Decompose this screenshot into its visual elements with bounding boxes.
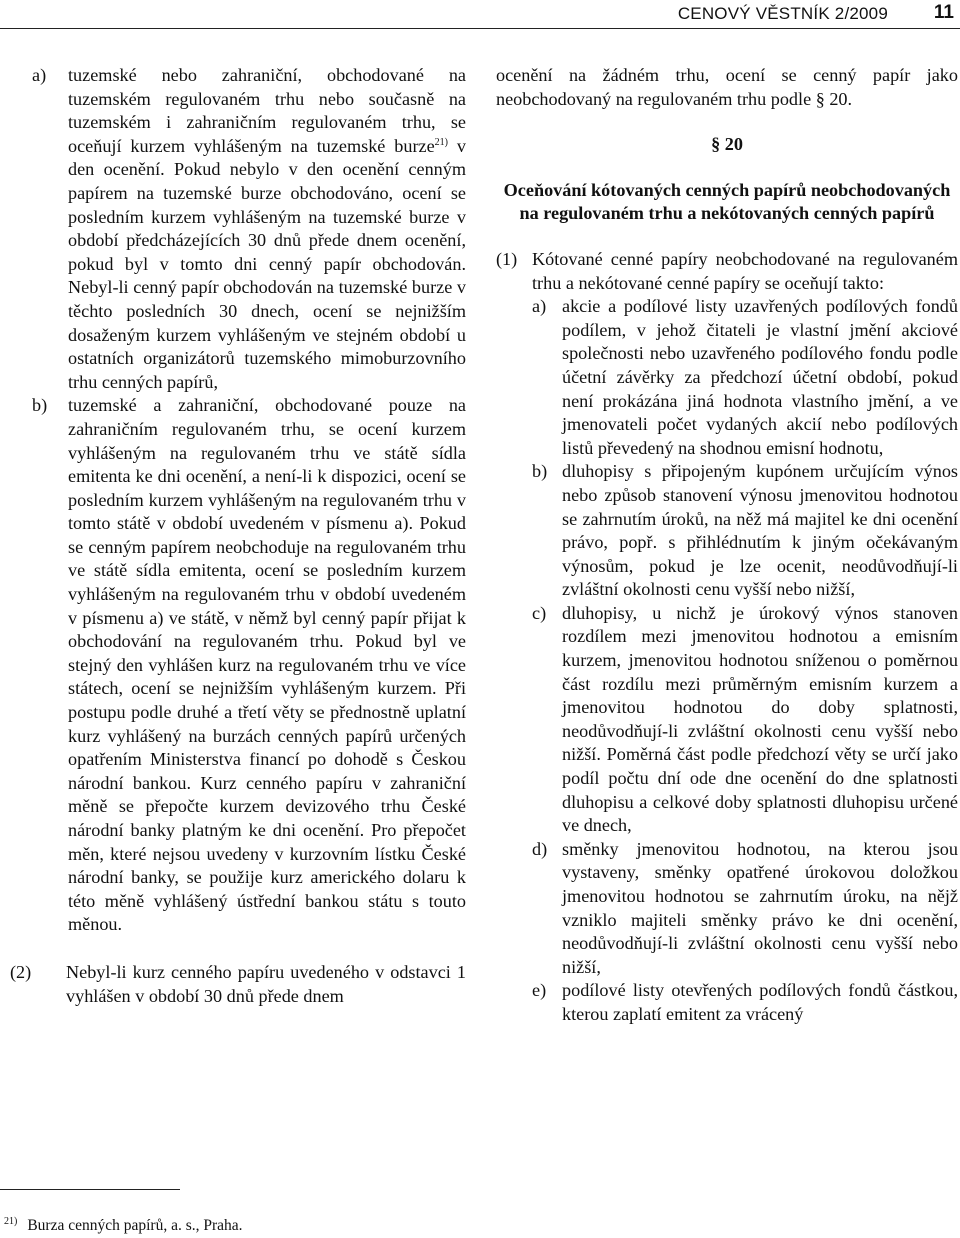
section-title: Oceňování kótovaných cenných papírů neobchodovaných na regulovaném trhu a nekótovaných cenných papírů: [503, 179, 951, 224]
footnote-reference: 21): [434, 136, 449, 148]
list-item-a: [532, 295, 958, 460]
journal-title: CENOVÝ VĚSTNÍK 2/2009: [677, 4, 888, 23]
paragraph-label: (1): [496, 248, 518, 269]
list-item-b: [10, 394, 466, 937]
right-column: [496, 64, 958, 1027]
list-item-label: e): [532, 980, 547, 1001]
list-item-label: d): [532, 838, 548, 859]
footnote-mark: 21): [4, 1216, 18, 1227]
list-item-text: dluhopisy, u nichž je úrokový výnos stanoven rozdílem mezi jmenovitou hodnotou a emisním kurzem, jmenovitou hodnotou sníženou o poměrnou část rozdílu mezi průměrným emisním kurzem a jmenovitou hodnotou do doby splatnosti, neodůvodňují-li zvláštní okolnosti cenu vyšší nebo nižší. Poměrná část podle předchozí věty se určí jako podíl počtu dní ode dne ocenění do dne splatnosti dluhopisu a celkové doby splatnosti dluhopisu určené ve dnech,: [562, 602, 958, 836]
spacer: [10, 937, 466, 961]
list-item-text: tuzemské a zahraniční, obchodované pouze na zahraničním regulovaném trhu, se ocení kurzem vyhlášeným na regulovaném trhu ve státě sídla emitenta ke dni ocenění, a není-li k dispozici, ocení se posledním kurzem vyhlášeným na regulovaném trhu v tomto státě v období uvedeném v písmenu a). Pokud se cenným papírem neobchoduje na regulovaném trhu ve státě sídla emitenta, ocení se posledním kurzem vyhlášeným na regulovaném trhu v období uvedeném v písmenu a) ve státě, v němž byl cenný papír přijat k obchodování na regulovaném trhu. Pokud byl ve stejný den vyhlášen kurz na regulovaném trhu ve více státech, ocení se nejnižším vyhlášeným kurzem. Při postupu podle druhé a třetí věty se přednostně uplatní kurz vyhlášený na burzách cenných papírů určených opatřením Ministerstva financí po dohodě s Českou národní bankou. Kurz cenného papíru v zahraniční měně se přepočte kurzem devizového trhu České národní banky platným ke dni ocenění. Pro přepočet měn, které nejsou uvedeny v kurzovním lístku České národní banky, se použije kurz amerického dolaru k této měně vyhlášený ústřední bankou státu s touto měnou.: [68, 395, 466, 935]
paragraph-2: [10, 961, 466, 1008]
list-item-text: akcie a podílové listy uzavřených podílových fondů podílem, v jehož čitateli je vlastní jmění akciové společnosti nebo uzavřeného podílového fondu podle účetní závěrky za předchozí účetní období, pokud není prokázána jiná hodnota vlastního jmění, a ve jmenovateli počet vydaných akcií nebo podílových listů převedený na shodnou emisní hodnotu,: [562, 296, 958, 458]
page-number: 11: [933, 2, 954, 23]
list-item-label: a): [32, 65, 47, 85]
list-item-c: [532, 602, 958, 838]
list-item-label: c): [532, 602, 547, 623]
list-item-text-part: tuzemské nebo zahraniční, obchodované na tuzemském regulovaném trhu nebo současně na tuzemském i zahraničním regulovaném trhu, se oceňují kurzem vyhlášeným na tuzemské burze: [68, 65, 466, 156]
page-header: [0, 0, 960, 29]
list-item-text: podílové listy otevřených podílových fondů částkou, kterou zaplatí emitent za vrácený: [562, 980, 958, 1024]
list-item-label: b): [32, 395, 48, 416]
footnote: [4, 1216, 243, 1235]
left-column: [10, 64, 466, 1008]
footnote-rule: [0, 1189, 180, 1190]
list-item-text: dluhopisy s připojeným kupónem určujícím výnos nebo způsob stanovení výnosu jmenovitou hodnotou se zahrnutím úroků, na něž má majitel ke dni ocenění právo, popř. s přihlédnutím k jiným očekávaným výnosům, pokud je lze ocenit, neodůvodňují-li zvláštní okolnosti cenu vyšší nebo nižší,: [562, 461, 958, 600]
continuation-text: ocenění na žádném trhu, ocení se cenný papír jako neobchodovaný na regulovaném trhu podle § 20.: [496, 65, 958, 109]
section-number: § 20: [711, 134, 743, 155]
paragraph-text: Kótované cenné papíry neobchodované na regulovaném trhu a nekótované cenné papíry se oceňují takto:: [532, 248, 958, 293]
list-item-a: [10, 64, 466, 394]
list-item-b: [532, 460, 958, 602]
list-item-label: b): [532, 461, 548, 482]
list-item-d: [532, 838, 958, 980]
list-item-e: [532, 979, 958, 1026]
list-item-text: směnky jmenovitou hodnotou, na kterou jsou vystaveny, směnky opatřené úrokovou doložkou jmenovitou hodnotou se zahrnutím úroku, na nějž vzniklo majiteli směnky právo ke dni ocenění, neodůvodňují-li zvláštní okolnosti cenu vyšší nebo nižší,: [562, 838, 958, 977]
paragraph-label: (2): [10, 961, 32, 982]
list-item-text: [68, 64, 466, 394]
footnote-text: Burza cenných papírů, a. s., Praha.: [27, 1217, 243, 1235]
list-item-text-part: v den ocenění. Pokud nebylo v den ocenění cenným papírem na tuzemské burze obchodováno, ocení se posledním kurzem vyhlášeným na tuzemské burze v období předcházejících 30 dnů přede dnem ocenění, pokud byl v tomto dni cenný papír obchodován. Nebyl-li cenný papír obchodován na tuzemské burze v těchto posledních 30 dnech, ocení se nejnižším dosaženým kurzem vyhlášeným ve stejném období u ostatních organizátorů tuzemského mimoburzovního trhu cenných papírů,: [68, 135, 467, 392]
list-item-label: a): [532, 296, 547, 317]
paragraph-text: Nebyl-li kurz cenného papíru uvedeného v odstavci 1 vyhlášen v období 30 dnů přede dnem: [66, 961, 466, 1006]
paragraph-1: [496, 248, 958, 295]
